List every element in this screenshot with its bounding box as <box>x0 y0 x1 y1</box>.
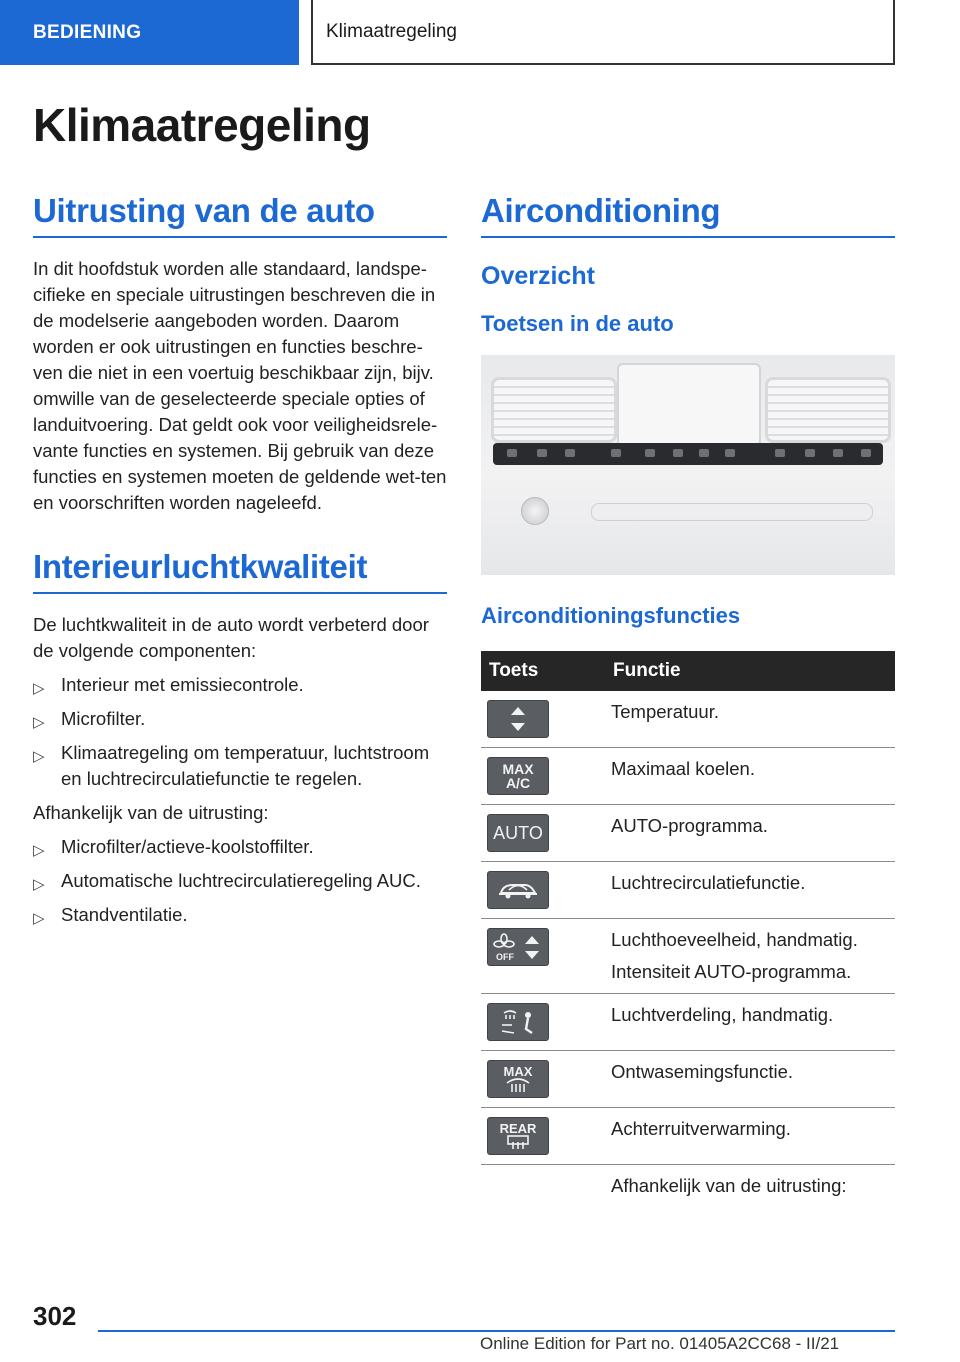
triangle-bullet-icon: ▷ <box>33 842 45 859</box>
recirculation-car-icon <box>487 871 549 909</box>
subheading-functies: Airconditioningsfuncties <box>481 603 741 628</box>
max-ac-icon: MAX A/C <box>487 757 549 795</box>
table-row <box>481 862 895 919</box>
paragraph-uitrusting: In dit hoofdstuk worden alle standaard, landspe-cifieke en speciale uitrustingen beschreven die in de modelserie aangeboden worden. Daarom worden er ook uitrustingen en functies beschre-ven die niet in een voertuig beschikbaar zijn, bijv. omwille van de geselecteerde speciale opties of landuitvoering. Dat geldt ook voor veiligheidsrele-vante functies en systemen. Bij gebruik van deze functies en systemen moeten de geldende wet-ten en voorschriften worden nageleefd. <box>33 258 447 513</box>
function-text: Luchtverdeling, handmatig. <box>605 994 895 1051</box>
list-item: ▷ Standventilatie. <box>33 902 447 928</box>
triangle-bullet-icon: ▷ <box>33 680 45 697</box>
table-row <box>481 1108 895 1165</box>
table-row <box>481 1051 895 1108</box>
max-defrost-icon: MAX <box>487 1060 549 1098</box>
paragraph-afhankelijk: Afhankelijk van de uitrusting: <box>33 802 269 823</box>
air-distribution-icon <box>487 1003 549 1041</box>
list-item: ▷ Klimaatregeling om temperatuur, luchtstroom en luchtrecirculatiefunctie te regelen. <box>33 742 430 789</box>
function-text: Ontwasemingsfunctie. <box>605 1051 895 1108</box>
triangle-bullet-icon: ▷ <box>33 748 45 765</box>
subheading-overzicht: Overzicht <box>481 262 595 290</box>
fan-off-icon <box>487 928 549 966</box>
section-tab <box>0 0 299 65</box>
page-number: 302 <box>33 1301 77 1331</box>
table-row <box>481 805 895 862</box>
left-column <box>33 192 447 928</box>
functions-table <box>481 651 895 1207</box>
list-item: ▷ Interieur met emissiecontrole. <box>33 672 447 698</box>
table-row <box>481 691 895 748</box>
chapter-label: Klimaatregeling <box>326 20 457 42</box>
table-note: Afhankelijk van de uitrusting: <box>611 1175 847 1196</box>
column-header-toets: Toets <box>481 651 605 691</box>
table-row <box>481 748 895 805</box>
footer-divider <box>98 1330 895 1332</box>
equipment-list <box>33 834 447 928</box>
function-text: Luchtrecirculatiefunctie. <box>605 862 895 919</box>
edition-text: Online Edition for Part no. 01405A2CC68 - II/21 <box>480 1334 840 1353</box>
volume-knob <box>521 497 549 525</box>
climate-button-bar <box>493 443 883 465</box>
section-label: BEDIENING <box>33 21 142 43</box>
center-screen <box>617 363 761 447</box>
rear-defrost-icon: REAR <box>487 1117 549 1155</box>
list-item: ▷ Microfilter. <box>33 706 447 732</box>
heading-airconditioning: Airconditioning <box>481 192 895 238</box>
chapter-tab <box>311 0 895 65</box>
column-header-functie: Functie <box>605 651 895 691</box>
list-item: ▷ Automatische luchtrecirculatieregeling AUC. <box>33 868 447 894</box>
function-text: Temperatuur. <box>605 691 895 748</box>
table-row <box>481 1165 895 1208</box>
function-text: Maximaal koelen. <box>605 748 895 805</box>
triangle-bullet-icon: ▷ <box>33 876 45 893</box>
page-title: Klimaatregeling <box>33 99 371 151</box>
function-text: Achterruitverwarming. <box>605 1108 895 1165</box>
triangle-bullet-icon: ▷ <box>33 714 45 731</box>
temperature-arrows-icon <box>487 700 549 738</box>
paragraph-luchtkwaliteit: De luchtkwaliteit in de auto wordt verbeterd door de volgende componenten: <box>33 614 429 661</box>
right-vent <box>765 377 891 443</box>
table-row <box>481 994 895 1051</box>
function-text: Luchthoeveelheid, handmatig. <box>611 929 858 950</box>
list-item: ▷ Microfilter/actieve-koolstoffilter. <box>33 834 447 860</box>
svg-text:OFF: OFF <box>496 952 514 962</box>
component-list <box>33 672 447 792</box>
function-text-secondary: Intensiteit AUTO-programma. <box>611 961 852 982</box>
left-vent <box>491 377 617 443</box>
heading-uitrusting: Uitrusting van de auto <box>33 192 447 238</box>
function-text: AUTO-programma. <box>605 805 895 862</box>
cd-slot <box>591 503 873 521</box>
heading-interieurluchtkwaliteit: Interieurluchtkwaliteit <box>33 548 447 594</box>
dashboard-photo <box>481 355 895 575</box>
right-column <box>481 192 895 1207</box>
auto-icon: AUTO <box>487 814 549 852</box>
triangle-bullet-icon: ▷ <box>33 910 45 927</box>
table-row <box>481 919 895 994</box>
subheading-toetsen: Toetsen in de auto <box>481 311 674 336</box>
